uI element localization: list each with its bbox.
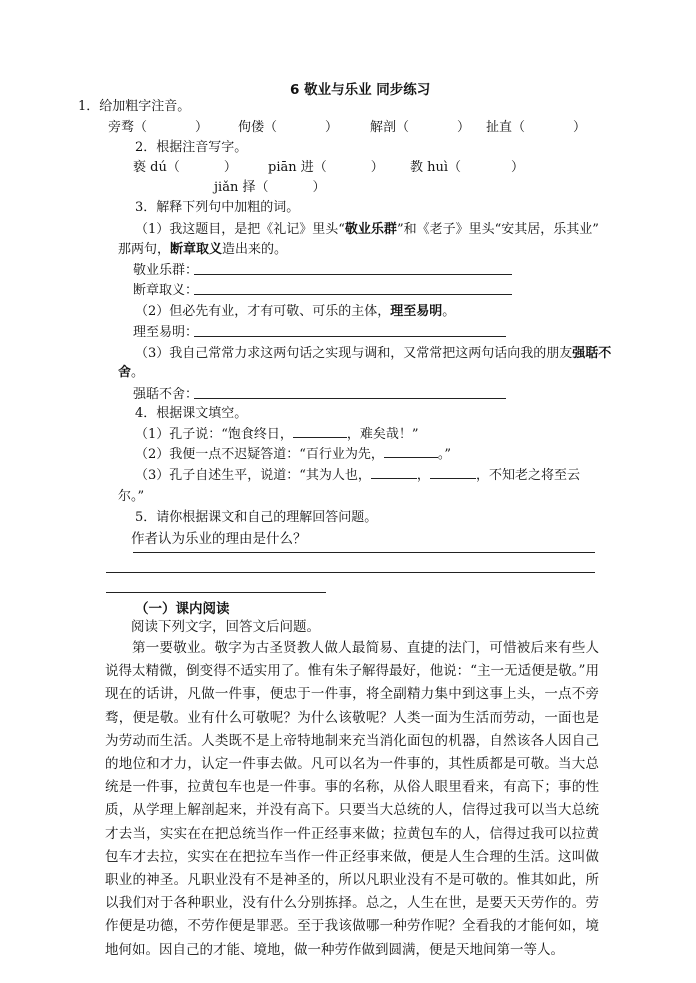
answer-line[interactable]	[133, 552, 595, 553]
q1-item-3: 解剖（ ）	[370, 120, 471, 135]
q3-answer-label-3: 理至易明：	[133, 325, 199, 340]
q2-heading: 2．根据注音写字。	[135, 140, 248, 155]
q2-item-1: 亵 dú（ ）	[133, 160, 237, 175]
blank[interactable]	[384, 457, 438, 458]
q1-heading: 1．给加粗字注音。	[78, 99, 191, 114]
answer-line[interactable]	[106, 572, 595, 573]
q4-heading: 4．根据课文填空。	[135, 406, 248, 421]
q3-answer-label-2: 断章取义：	[133, 283, 199, 298]
q3-heading: 3．解释下列句中加粗的词。	[135, 200, 300, 215]
page-title: 6 敬业与乐业 同步练习	[290, 82, 431, 98]
q3-answer-label-4: 强聒不舍：	[133, 387, 199, 402]
q4-sentence-2: （2）我便一点不迟疑答道：“百行业为先， 。”	[135, 447, 452, 462]
blank[interactable]	[371, 478, 417, 479]
blank[interactable]	[430, 478, 476, 479]
reading-passage	[105, 637, 599, 962]
q1-item-1: 旁骛（ ）	[108, 120, 209, 135]
q4-sentence-3: （3）孔子自述生平，说道：“其为人也， ， ，不知老之将至云	[135, 468, 580, 483]
q1-item-2: 佝偻（ ）	[238, 120, 339, 135]
bold-term: 理至易明	[390, 304, 443, 319]
q1-item-4: 扯直（ ）	[486, 120, 587, 135]
q3-answer-label-1: 敬业乐群：	[133, 263, 199, 278]
answer-line[interactable]	[194, 398, 506, 399]
q2-item-3: 教 huì（ ）	[410, 160, 525, 175]
q2-item-4: jiǎn 择（ ）	[214, 180, 326, 195]
q3-sentence-1-cont: 那两句，断章取义造出来的。	[118, 242, 288, 257]
q3-sentence-3: （3）我自己常常力求这两句话之实现与调和，又常常把这两句话向我的朋友强聒不	[135, 346, 612, 361]
q4-sentence-3-cont: 尔。”	[118, 489, 145, 504]
answer-line[interactable]	[194, 294, 512, 295]
reading-instruction: 阅读下列文字，回答文后问题。	[131, 619, 320, 635]
passage-text: 第一要敬业。敬字为古圣贤教人做人最简易、直捷的法门，可惜被后来有些人说得太精微，倒变得不适实用了。惟有朱子解得最好，他说：“主一无适便是敬。”用现在的话讲，凡做一件事，便忠于一件事，将全副精力集中到这事上头，一点不旁骛，便是敬。业有什么可敬呢？为什么该敬呢？人类一面为生活而劳动，一面也是为劳动而生活。人类既不是上帝特地制来充当消化面包的机器，自然该各人因自己的地位和才力，认定一件事去做。凡可以名为一件事的，其性质都是可敬。当大总统是一件事，拉黄包车也是一件事。事的名称，从俗人眼里看来，有高下；事的性质，从学理上解剖起来，并没有高下。只要当大总统的人，信得过我可以当大总统才去当，实实在在把总统当作一件正经事来做；拉黄包车的人，信得过我可以拉黄包车才去拉，实实在在把拉车当作一件正经事来做，便是人生合理的生活。这叫做职业的神圣。凡职业没有不是神圣的，所以凡职业没有不是可敬的。惟其如此，所以我们对于各种职业，没有什么分别拣择。总之，人生在世，是要天天劳作的。劳作便是功德，不劳作便是罪恶。至于我该做哪一种劳作呢？全看我的才能何如，境地何如。因自己的才能、境地，做一种劳作做到圆满，便是天地间第一等人。	[105, 640, 599, 958]
q3-sentence-2: （2）但必先有业，才有可敬、可乐的主体，理至易明。	[135, 304, 456, 319]
blank[interactable]	[293, 437, 347, 438]
bold-term: 断章取义	[170, 242, 223, 257]
q5-heading: 5．请你根据课文和自己的理解回答问题。	[135, 510, 378, 525]
bold-term: 舍	[118, 365, 132, 380]
q3-sentence-3-cont: 舍。	[118, 365, 145, 380]
q5-question: 作者认为乐业的理由是什么？	[131, 531, 307, 547]
q2-item-2: piān 进（ ）	[268, 160, 384, 175]
answer-line[interactable]	[194, 336, 506, 337]
answer-line[interactable]	[194, 274, 512, 275]
q1-item-1-word: 旁骛（	[108, 120, 148, 135]
answer-line[interactable]	[106, 592, 326, 593]
q3-sentence-1: （1）我这题目，是把《礼记》里头“敬业乐群”和《老子》里头“安其居，乐其业”	[135, 222, 599, 237]
bold-term: 敬业乐群	[344, 222, 397, 237]
bold-term: 强聒不	[572, 346, 612, 361]
section-heading: （一）课内阅读	[135, 601, 230, 617]
q4-sentence-1: （1）孔子说：“饱食终日， ，难矣哉！”	[135, 427, 419, 442]
